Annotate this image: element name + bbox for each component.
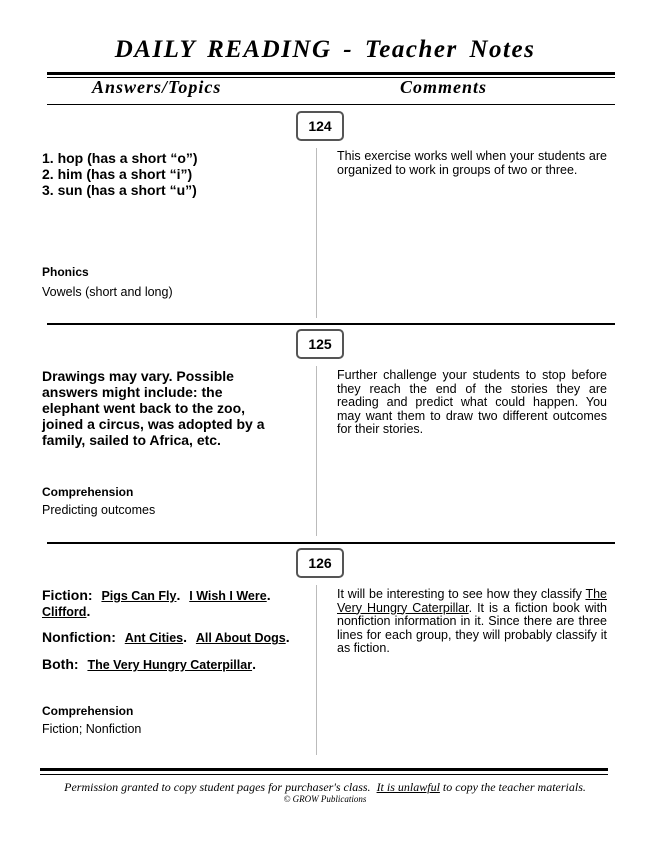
column-header-comments: Comments [400,77,488,97]
book-title: All About Dogs [195,631,286,645]
copyright-notice: © GROW Publications [283,794,367,804]
comment-text: It will be interesting to see how they classify The Very Hungry Caterpillar. It is a fiction book with nonfiction information in it. Since there are three lines for each group, they will probably classify it as fiction. [337,587,608,655]
nonfiction-label: Nonfiction: [42,629,116,645]
footer-rule-thin [40,774,608,775]
topic-category: Comprehension [42,704,134,718]
fiction-row: Fiction: Pigs Can Fly. I Wish I Were. [42,587,271,603]
answer-line: Drawings may vary. Possible [42,368,234,384]
topic-category: Comprehension [42,485,134,499]
footer-rule-thick [40,768,608,771]
comment-text: Further challenge your students to stop before they reach the end of the stories they are reading and predict what could happen. You may want them to draw two different outcomes for their stories. [337,368,607,436]
book-title: I Wish I Were [189,589,267,603]
header-rule-top [47,72,615,75]
header-rule-bottom [47,104,615,105]
book-title: Pigs Can Fly [101,589,177,603]
fiction-label: Fiction: [42,587,93,603]
answers-list [42,150,198,198]
section-number-badge: 124 [296,111,344,141]
nonfiction-row: Nonfiction: Ant Cities. All About Dogs. [42,629,290,645]
section-divider-line [316,585,317,755]
answer-item: 1. hop (has a short “o”) [42,150,198,166]
topic-subtopic: Predicting outcomes [42,503,156,517]
answer-line: joined a circus, was adopted by a [42,416,265,432]
section-divider-line [316,366,317,536]
column-header-answers: Answers/Topics [92,77,222,97]
section-number-badge: 125 [296,329,344,359]
topic-category: Phonics [42,265,89,279]
answer-line: family, sailed to Africa, etc. [42,432,221,448]
section-separator [47,323,615,325]
topic-subtopic: Vowels (short and long) [42,285,173,299]
topic-subtopic: Fiction; Nonfiction [42,722,142,736]
page-title: DAILY READING - Teacher Notes [114,36,536,63]
both-label: Both: [42,656,79,672]
book-title: Clifford [42,605,87,619]
permission-notice: Permission granted to copy student pages for purchaser's class. It is unlawful to copy the teacher materials. [64,780,586,794]
book-title: The Very Hungry Caterpillar [337,587,608,615]
answer-paragraph [42,368,265,448]
answer-line: answers might include: the [42,384,223,400]
section-separator [47,542,615,544]
answer-line: elephant went back to the zoo, [42,400,246,416]
answer-item: 3. sun (has a short “u”) [42,182,197,198]
book-title: The Very Hungry Caterpillar [87,658,253,672]
section-number-badge: 126 [296,548,344,578]
comment-text: This exercise works well when your students are organized to work in groups of two or three. [337,149,607,177]
fiction-row-continued: Clifford. [42,603,91,619]
book-title: Ant Cities [124,631,184,645]
answer-item: 2. him (has a short “i”) [42,166,193,182]
both-row: Both: The Very Hungry Caterpillar. [42,656,256,672]
section-divider-line [316,148,317,318]
